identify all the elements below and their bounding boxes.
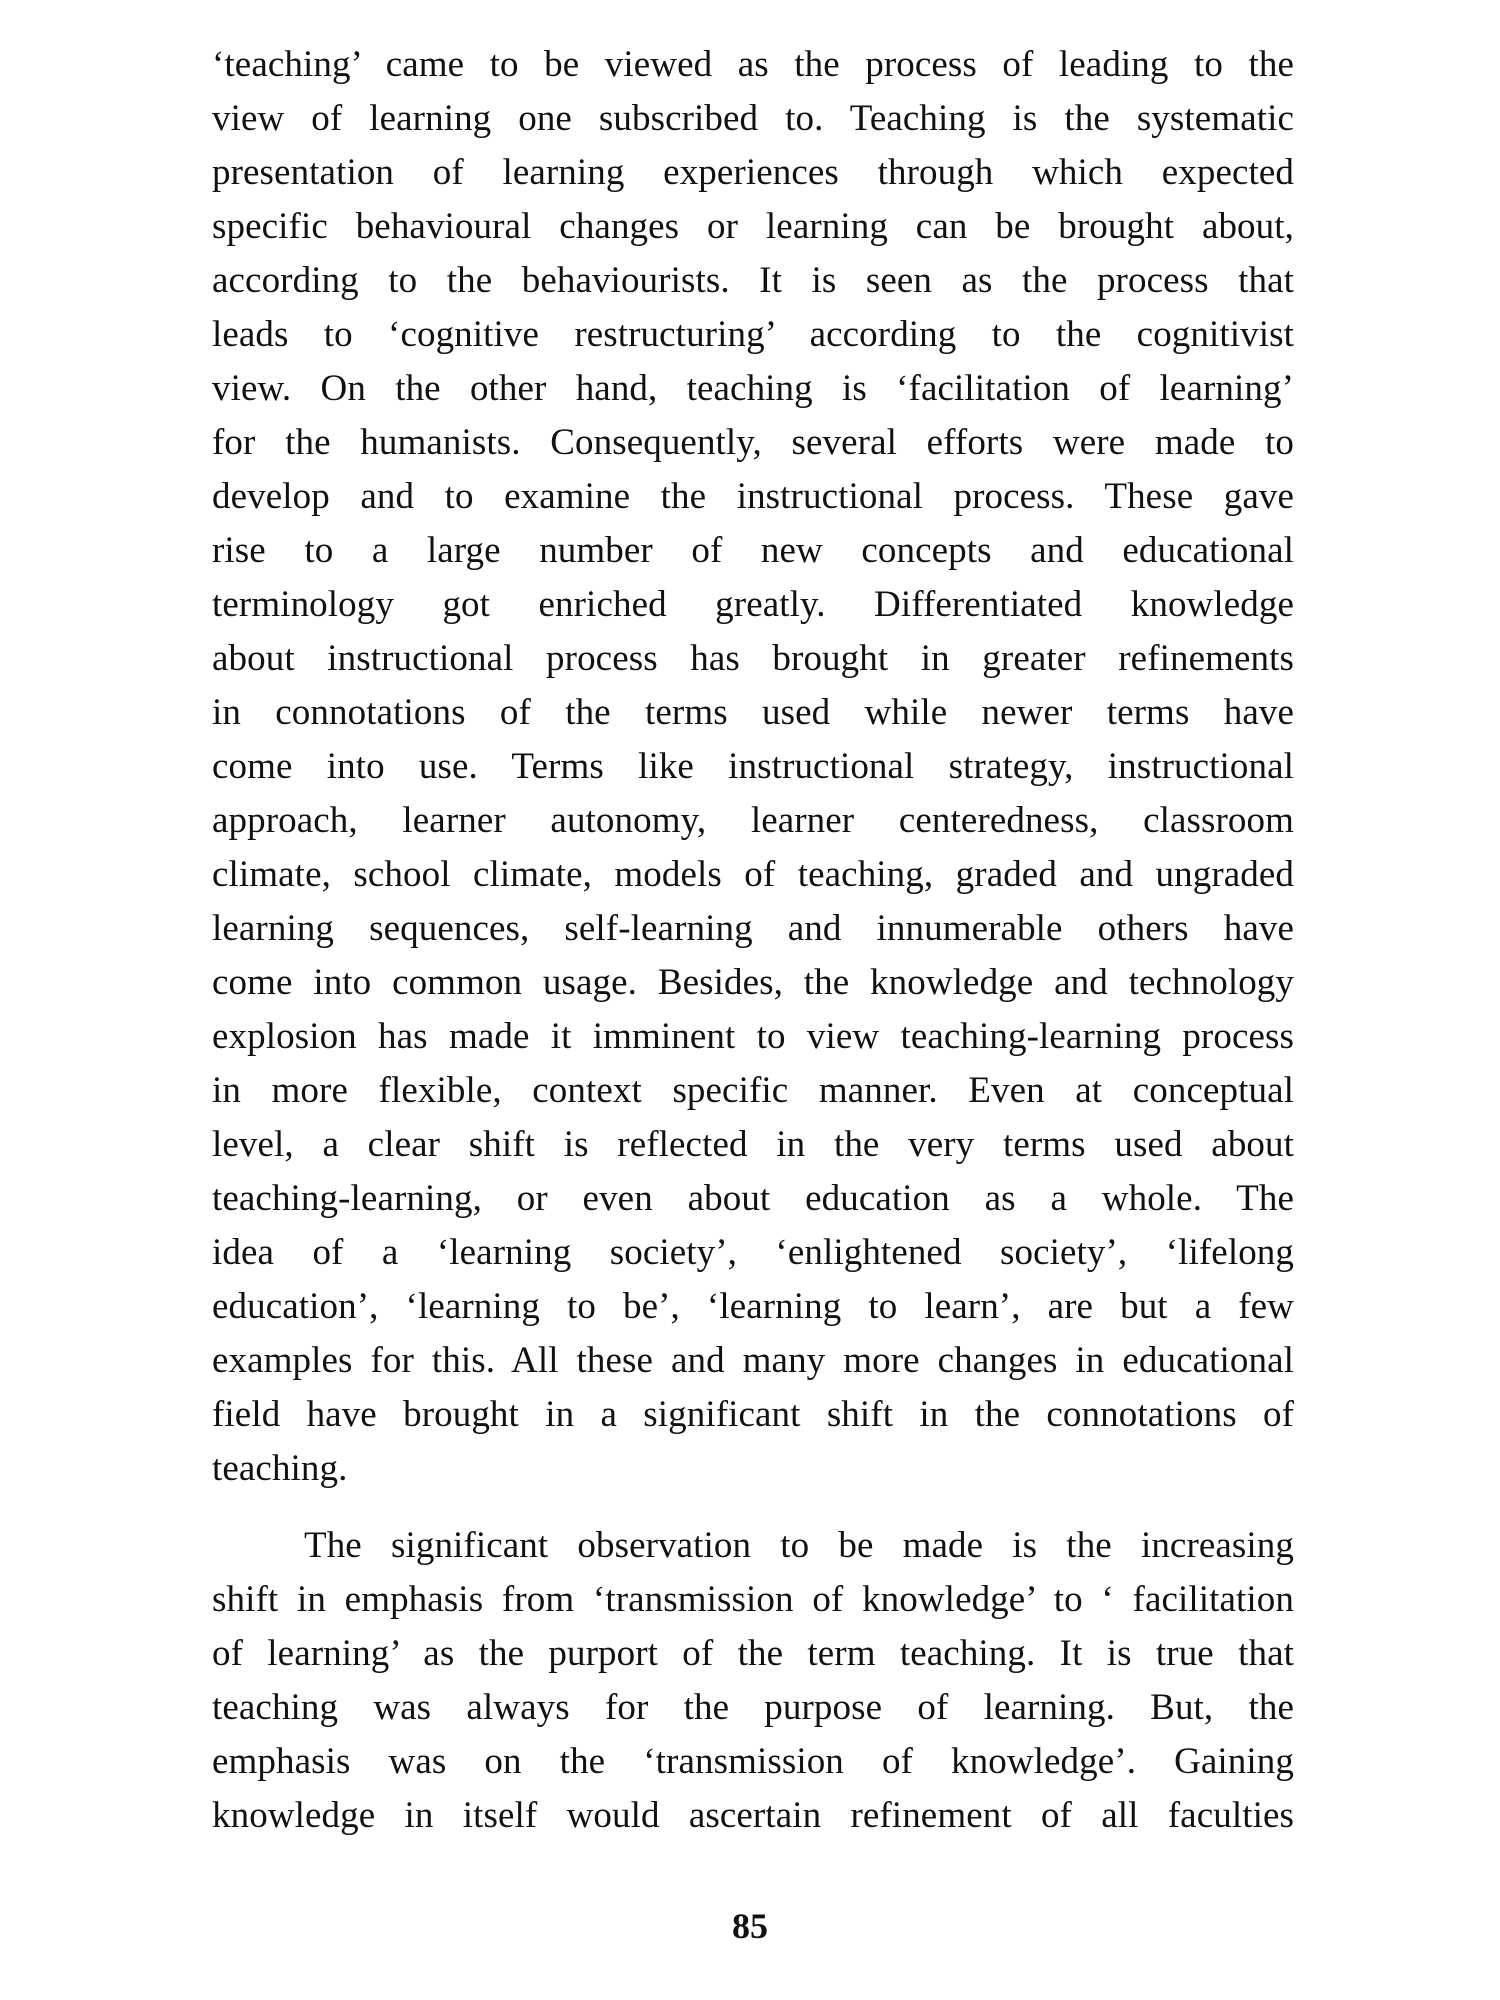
text-line: in connotations of the terms used while newer terms have xyxy=(212,692,1294,733)
text-line: ‘teaching’ came to be viewed as the process of leading to the xyxy=(212,44,1294,85)
text-line: level, a clear shift is reflected in the very terms used about xyxy=(212,1124,1294,1165)
text-line: examples for this. All these and many more changes in educational xyxy=(212,1340,1294,1381)
text-line: education’, ‘learning to be’, ‘learning to learn’, are but a few xyxy=(212,1286,1294,1327)
text-line: presentation of learning experiences through which expected xyxy=(212,152,1294,193)
text-line: according to the behaviourists. It is seen as the process that xyxy=(212,260,1294,301)
text-line: in more flexible, context specific manner. Even at conceptual xyxy=(212,1070,1294,1111)
text-line: teaching. xyxy=(212,1448,348,1489)
text-line: field have brought in a significant shift in the connotations of xyxy=(212,1394,1294,1435)
text-line: about instructional process has brought in greater refinements xyxy=(212,638,1294,679)
text-line: shift in emphasis from ‘transmission of knowledge’ to ‘ facilitation xyxy=(212,1579,1294,1620)
text-line: rise to a large number of new concepts and educational xyxy=(212,530,1294,571)
paragraph-2 xyxy=(212,1519,1294,1843)
text-line: come into use. Terms like instructional strategy, instructional xyxy=(212,746,1294,787)
text-line: develop and to examine the instructional process. These gave xyxy=(212,476,1294,517)
text-line: for the humanists. Consequently, several efforts were made to xyxy=(212,422,1294,463)
page-number: 85 xyxy=(732,1906,768,1946)
paragraph-1 xyxy=(212,38,1294,1496)
text-line: emphasis was on the ‘transmission of knowledge’. Gaining xyxy=(212,1741,1294,1782)
text-line: terminology got enriched greatly. Differentiated knowledge xyxy=(212,584,1294,625)
text-line: knowledge in itself would ascertain refinement of all faculties xyxy=(212,1795,1294,1836)
text-line: come into common usage. Besides, the knowledge and technology xyxy=(212,962,1294,1003)
text-line: teaching-learning, or even about education as a whole. The xyxy=(212,1178,1294,1219)
text-line: learning sequences, self-learning and innumerable others have xyxy=(212,908,1294,949)
text-line: specific behavioural changes or learning can be brought about, xyxy=(212,206,1294,247)
text-line: view of learning one subscribed to. Teaching is the systematic xyxy=(212,98,1294,139)
text-line: of learning’ as the purport of the term teaching. It is true that xyxy=(212,1633,1294,1674)
text-line: explosion has made it imminent to view teaching-learning process xyxy=(212,1016,1294,1057)
text-line: idea of a ‘learning society’, ‘enlightened society’, ‘lifelong xyxy=(212,1232,1294,1273)
text-line: climate, school climate, models of teaching, graded and ungraded xyxy=(212,854,1294,895)
text-line: The significant observation to be made is the increasing xyxy=(304,1525,1294,1566)
text-line: view. On the other hand, teaching is ‘facilitation of learning’ xyxy=(212,368,1294,409)
text-line: approach, learner autonomy, learner centeredness, classroom xyxy=(212,800,1294,841)
text-line: teaching was always for the purpose of learning. But, the xyxy=(212,1687,1294,1728)
text-line: leads to ‘cognitive restructuring’ according to the cognitivist xyxy=(212,314,1294,355)
